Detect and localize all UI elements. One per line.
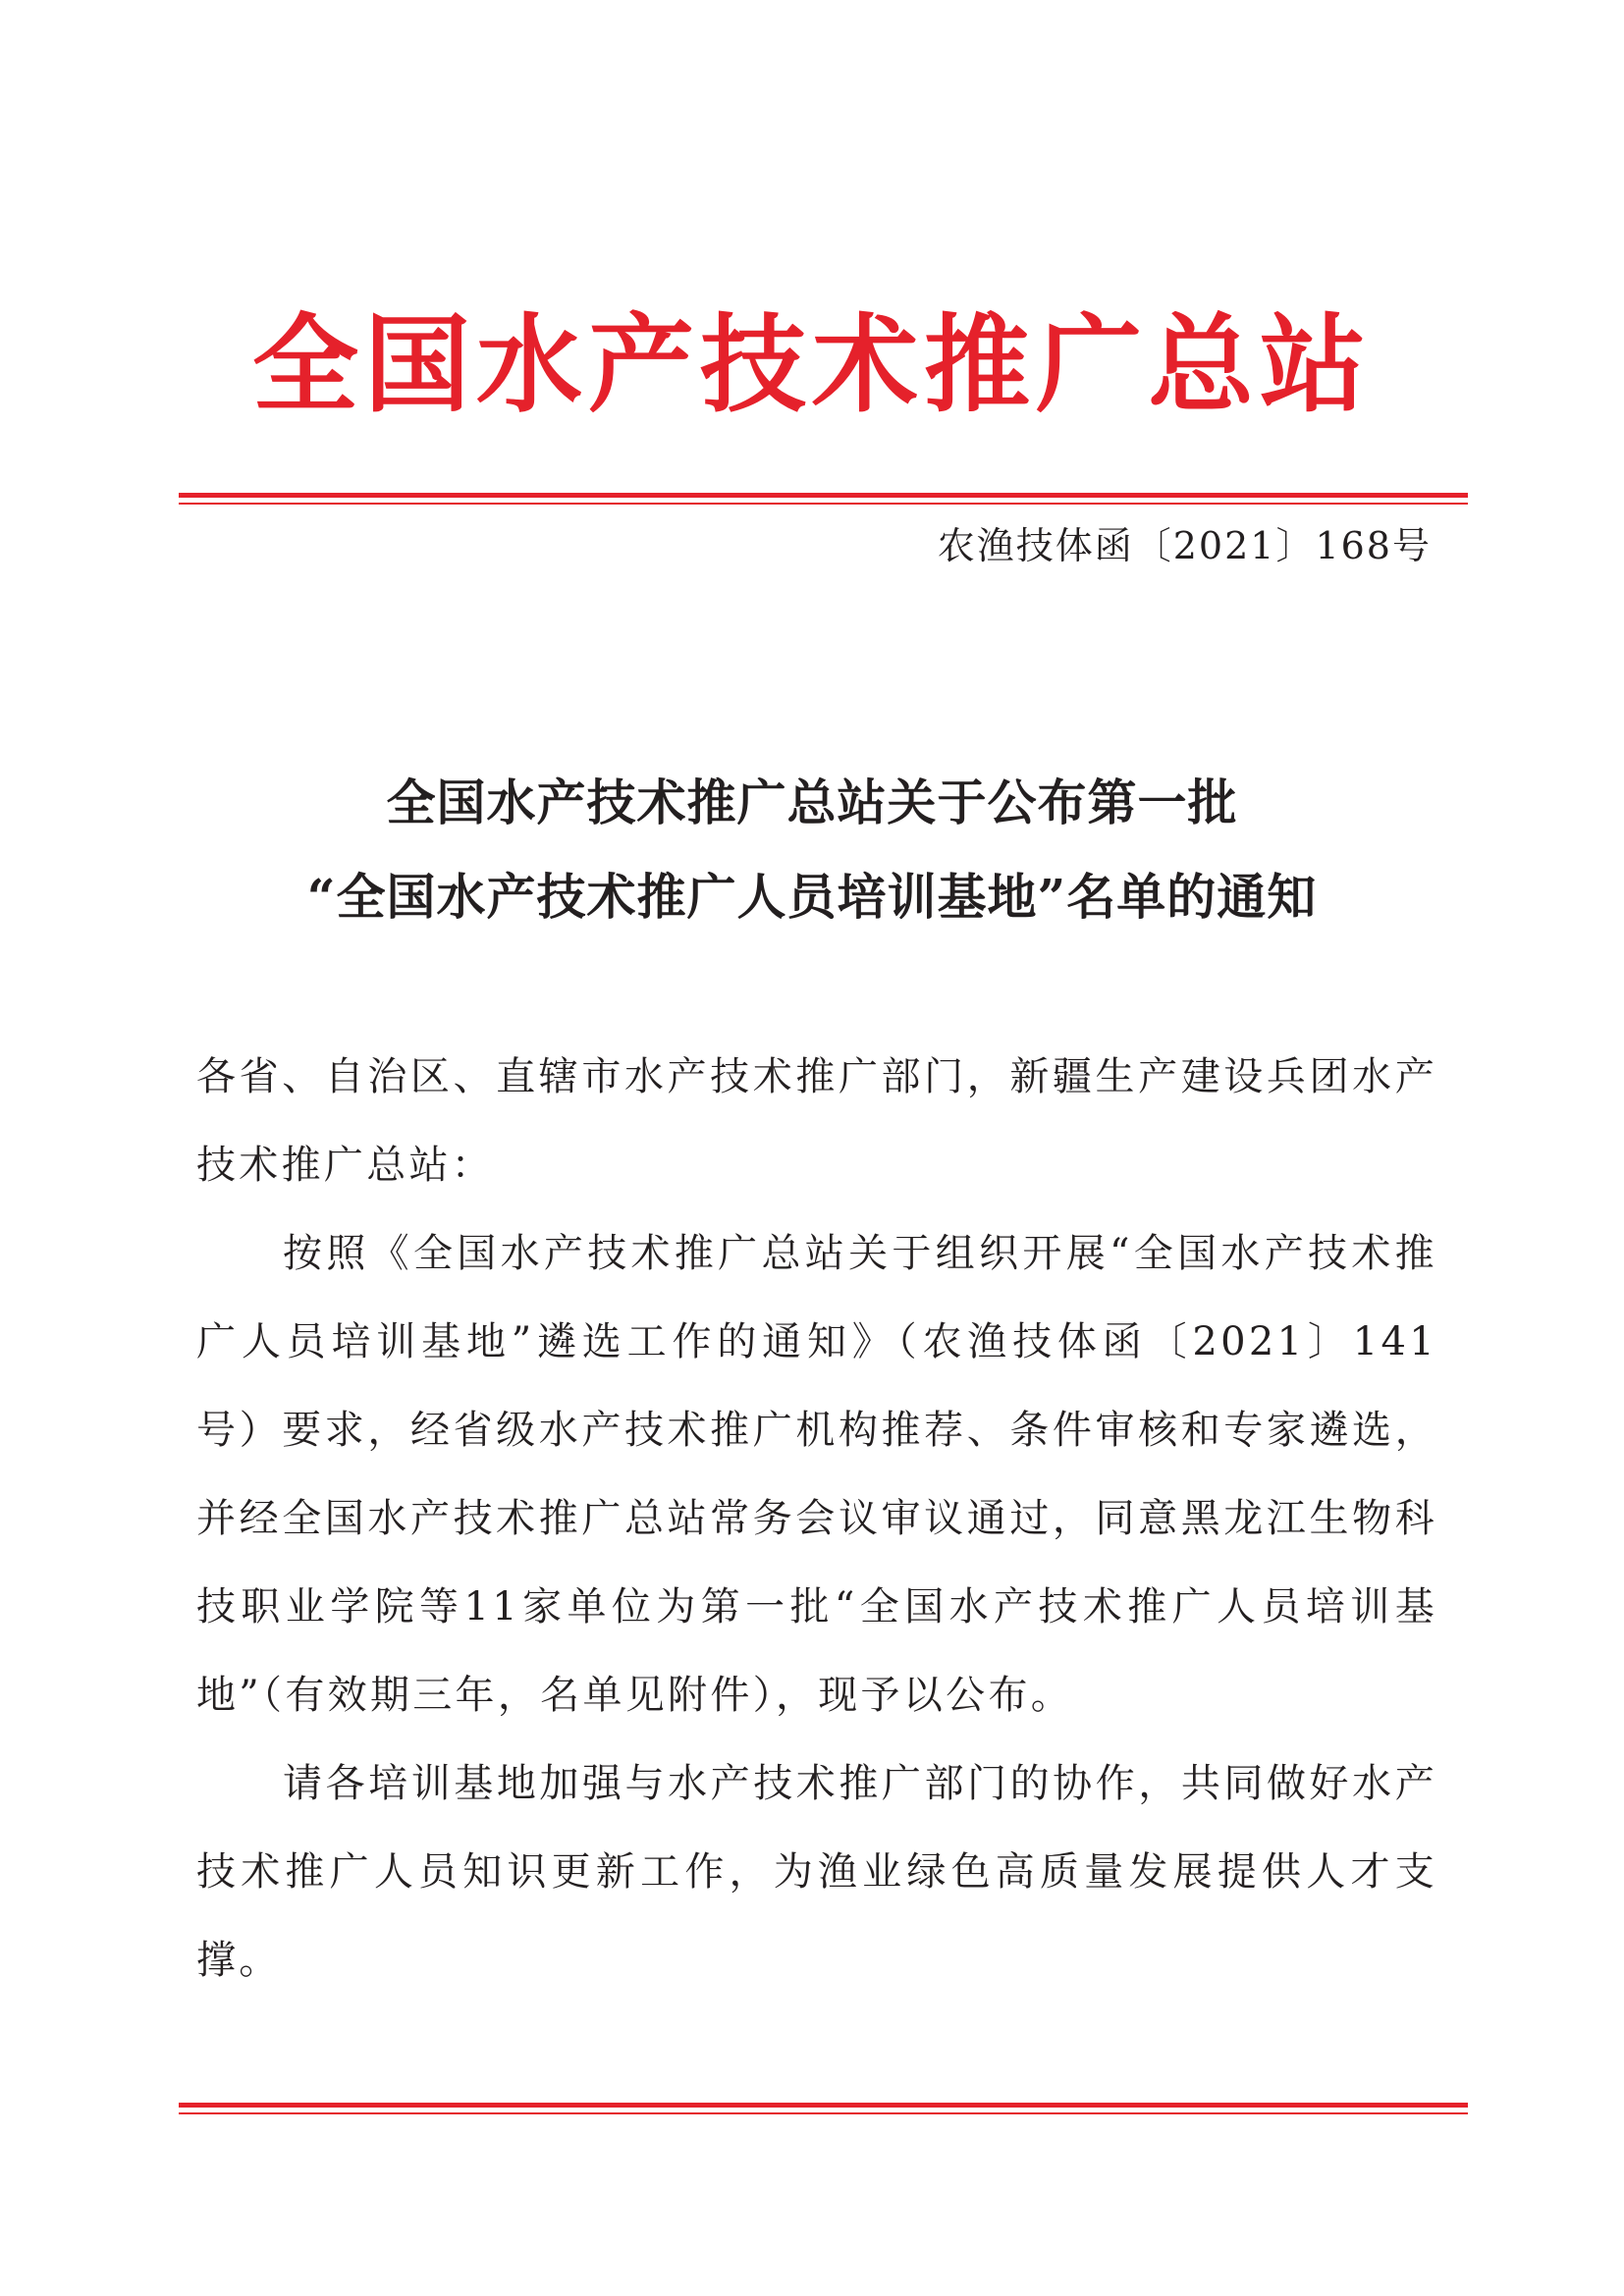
document-body: [196, 1033, 1437, 2004]
document-title-line-2: “全国水产技术推广人员培训基地”名单的通知: [306, 868, 1318, 926]
footer-divider-thick: [179, 2103, 1468, 2108]
header-divider-thick: [179, 493, 1468, 498]
organization-header: 全国水产技术推广总站: [251, 303, 1372, 427]
body-paragraph-2: 请各培训基地加强与水产技术推广部门的协作，共同做好水产技术推广人员知识更新工作，为渔业绿色高质量发展提供人才支撑。: [196, 1761, 1437, 1983]
body-paragraph-1: 按照《全国水产技术推广总站关于组织开展“全国水产技术推广人员培训基地”遴选工作的通知》（农渔技体函〔2021〕141号）要求，经省级水产技术推广机构推荐、条件审核和专家遴选，并经全国水产技术推广总站常务会议审议通过，同意黑龙江生物科技职业学院等11家单位为第一批“全国水产技术推广人员培训基地”（有效期三年，名单见附件），现予以公布。: [196, 1231, 1437, 1718]
footer-divider-thin: [179, 2112, 1468, 2114]
header-divider-thin: [179, 503, 1468, 505]
document-number: 农渔技体函〔2021〕168号: [937, 524, 1432, 567]
salutation: 各省、自治区、直辖市水产技术推广部门，新疆生产建设兵团水产技术推广总站：: [196, 1054, 1437, 1188]
document-title-line-1: 全国水产技术推广总站关于公布第一批: [386, 774, 1238, 831]
document-title: [0, 756, 1624, 944]
